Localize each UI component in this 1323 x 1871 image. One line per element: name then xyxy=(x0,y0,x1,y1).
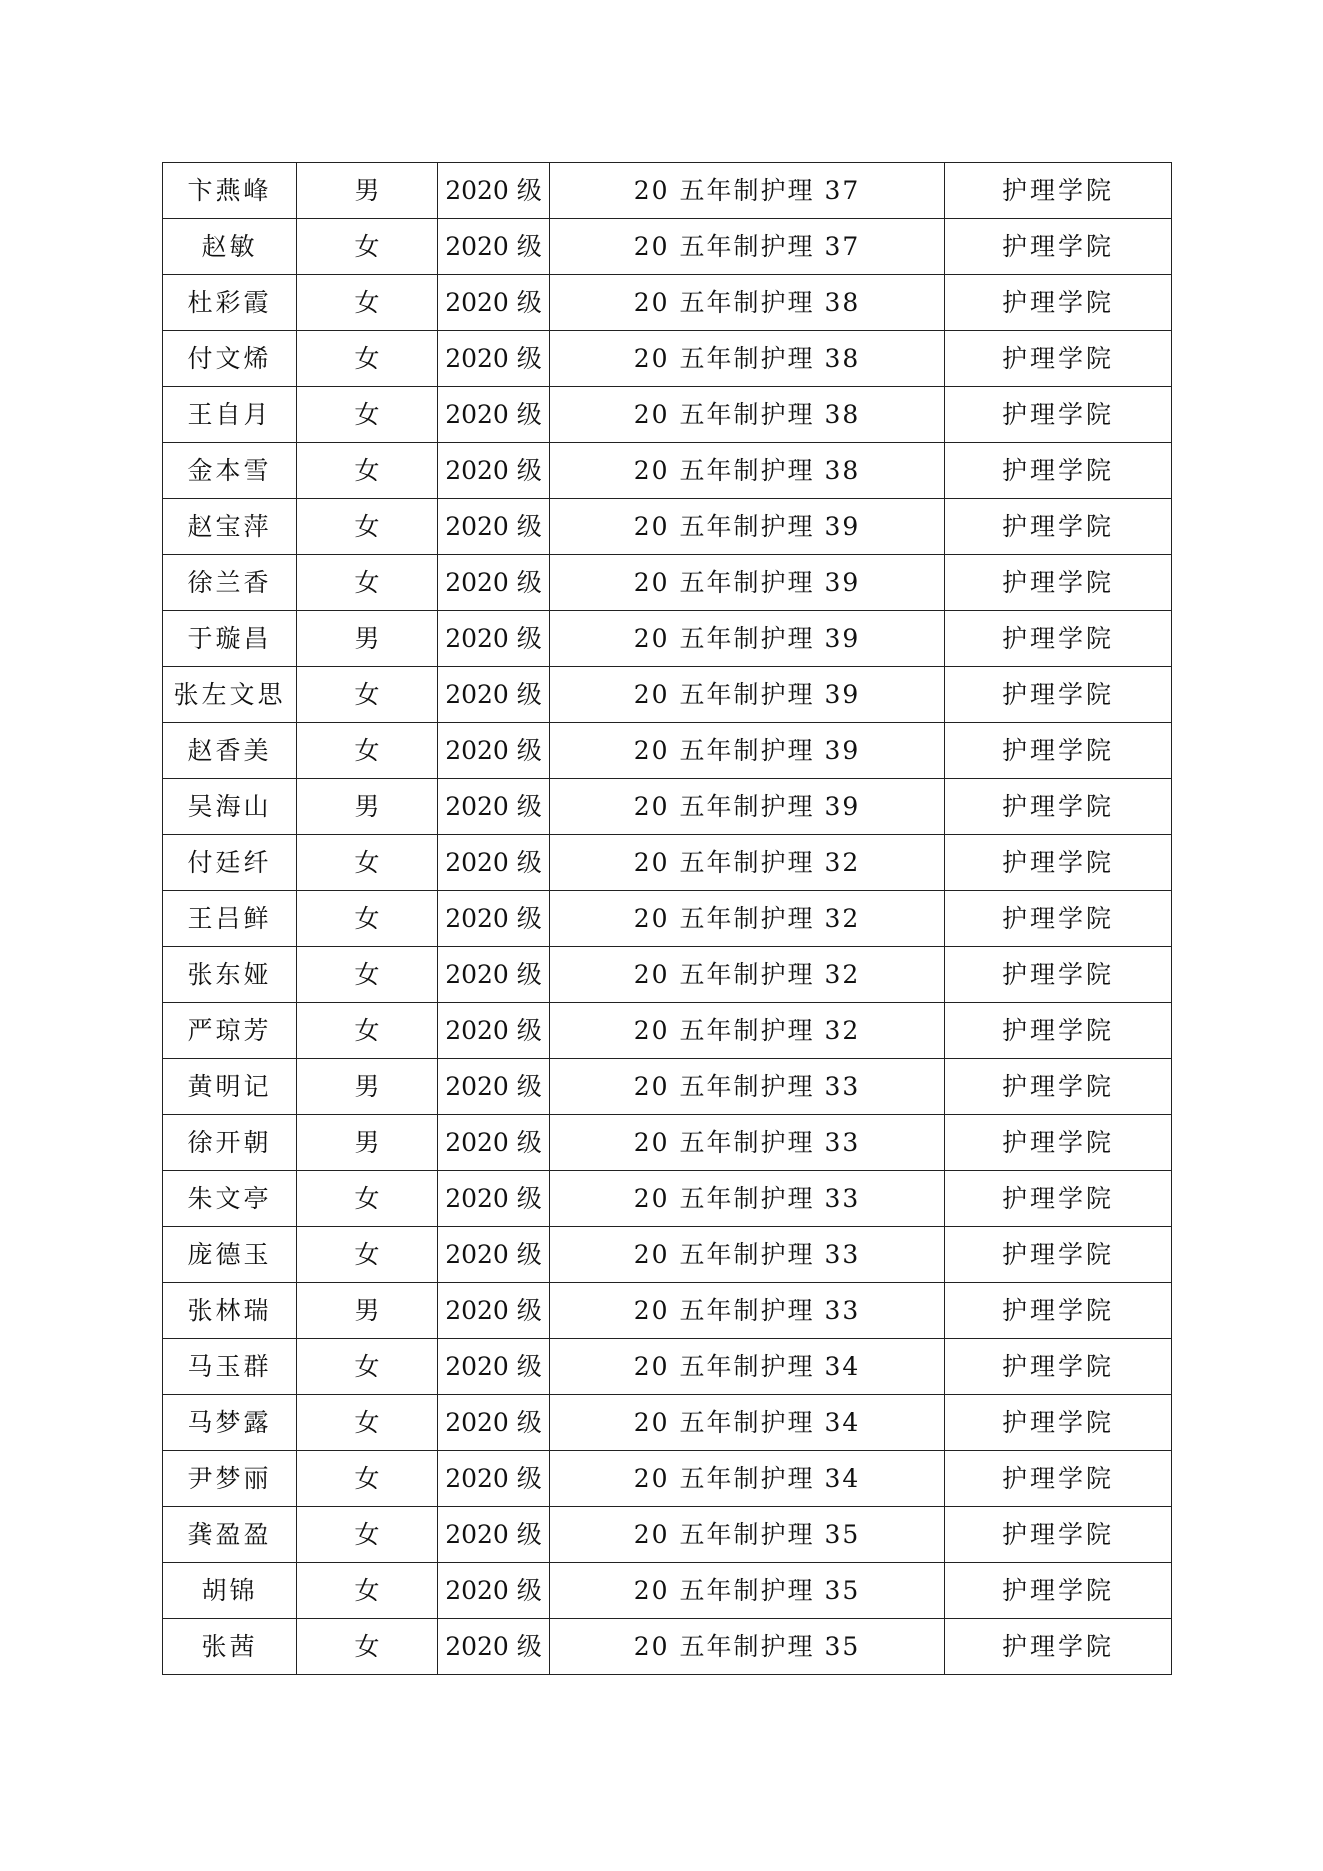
class-cell: 20 五年制护理 33 xyxy=(550,1059,945,1115)
gender-cell: 男 xyxy=(297,1283,438,1339)
class-cell: 20 五年制护理 34 xyxy=(550,1339,945,1395)
gender-cell: 女 xyxy=(297,219,438,275)
student-name-cell: 徐开朝 xyxy=(163,1115,297,1171)
class-cell: 20 五年制护理 32 xyxy=(550,1003,945,1059)
student-name-cell: 张林瑞 xyxy=(163,1283,297,1339)
college-cell: 护理学院 xyxy=(945,1451,1172,1507)
grade-cell: 2020 级 xyxy=(438,499,550,555)
gender-cell: 女 xyxy=(297,1619,438,1675)
grade-cell: 2020 级 xyxy=(438,1507,550,1563)
table-row xyxy=(163,667,1172,723)
student-name-cell: 徐兰香 xyxy=(163,555,297,611)
gender-cell: 女 xyxy=(297,1507,438,1563)
college-cell: 护理学院 xyxy=(945,1395,1172,1451)
class-cell: 20 五年制护理 33 xyxy=(550,1283,945,1339)
student-name-cell: 王自月 xyxy=(163,387,297,443)
student-name-cell: 龚盈盈 xyxy=(163,1507,297,1563)
class-cell: 20 五年制护理 38 xyxy=(550,331,945,387)
table-row xyxy=(163,219,1172,275)
college-cell: 护理学院 xyxy=(945,1339,1172,1395)
gender-cell: 女 xyxy=(297,275,438,331)
table-row xyxy=(163,891,1172,947)
gender-cell: 女 xyxy=(297,667,438,723)
college-cell: 护理学院 xyxy=(945,1115,1172,1171)
table-row xyxy=(163,1283,1172,1339)
grade-cell: 2020 级 xyxy=(438,387,550,443)
class-cell: 20 五年制护理 33 xyxy=(550,1171,945,1227)
college-cell: 护理学院 xyxy=(945,667,1172,723)
table-row xyxy=(163,835,1172,891)
table-row xyxy=(163,1227,1172,1283)
college-cell: 护理学院 xyxy=(945,947,1172,1003)
class-cell: 20 五年制护理 34 xyxy=(550,1451,945,1507)
student-name-cell: 杜彩霞 xyxy=(163,275,297,331)
table-row xyxy=(163,1395,1172,1451)
student-name-cell: 于璇昌 xyxy=(163,611,297,667)
grade-cell: 2020 级 xyxy=(438,331,550,387)
student-name-cell: 黄明记 xyxy=(163,1059,297,1115)
college-cell: 护理学院 xyxy=(945,387,1172,443)
college-cell: 护理学院 xyxy=(945,1227,1172,1283)
table-row xyxy=(163,611,1172,667)
table-row xyxy=(163,1171,1172,1227)
gender-cell: 男 xyxy=(297,1115,438,1171)
class-cell: 20 五年制护理 39 xyxy=(550,667,945,723)
student-name-cell: 卞燕峰 xyxy=(163,163,297,219)
roster-body xyxy=(163,163,1172,1675)
class-cell: 20 五年制护理 33 xyxy=(550,1115,945,1171)
table-row xyxy=(163,331,1172,387)
class-cell: 20 五年制护理 39 xyxy=(550,779,945,835)
table-row xyxy=(163,443,1172,499)
table-row xyxy=(163,1451,1172,1507)
class-cell: 20 五年制护理 38 xyxy=(550,443,945,499)
class-cell: 20 五年制护理 39 xyxy=(550,499,945,555)
student-name-cell: 朱文亭 xyxy=(163,1171,297,1227)
student-name-cell: 王吕鲜 xyxy=(163,891,297,947)
student-name-cell: 金本雪 xyxy=(163,443,297,499)
gender-cell: 女 xyxy=(297,947,438,1003)
gender-cell: 女 xyxy=(297,1003,438,1059)
class-cell: 20 五年制护理 33 xyxy=(550,1227,945,1283)
student-name-cell: 付文烯 xyxy=(163,331,297,387)
class-cell: 20 五年制护理 39 xyxy=(550,611,945,667)
student-name-cell: 马梦露 xyxy=(163,1395,297,1451)
grade-cell: 2020 级 xyxy=(438,443,550,499)
college-cell: 护理学院 xyxy=(945,779,1172,835)
table-row xyxy=(163,1003,1172,1059)
table-row xyxy=(163,555,1172,611)
grade-cell: 2020 级 xyxy=(438,723,550,779)
grade-cell: 2020 级 xyxy=(438,779,550,835)
gender-cell: 女 xyxy=(297,1395,438,1451)
table-row xyxy=(163,947,1172,1003)
grade-cell: 2020 级 xyxy=(438,835,550,891)
student-name-cell: 赵敏 xyxy=(163,219,297,275)
college-cell: 护理学院 xyxy=(945,443,1172,499)
class-cell: 20 五年制护理 35 xyxy=(550,1619,945,1675)
class-cell: 20 五年制护理 34 xyxy=(550,1395,945,1451)
student-name-cell: 尹梦丽 xyxy=(163,1451,297,1507)
table-row xyxy=(163,275,1172,331)
grade-cell: 2020 级 xyxy=(438,163,550,219)
grade-cell: 2020 级 xyxy=(438,1395,550,1451)
grade-cell: 2020 级 xyxy=(438,667,550,723)
grade-cell: 2020 级 xyxy=(438,1059,550,1115)
class-cell: 20 五年制护理 32 xyxy=(550,891,945,947)
college-cell: 护理学院 xyxy=(945,611,1172,667)
table-row xyxy=(163,387,1172,443)
student-name-cell: 胡锦 xyxy=(163,1563,297,1619)
table-row xyxy=(163,779,1172,835)
college-cell: 护理学院 xyxy=(945,555,1172,611)
college-cell: 护理学院 xyxy=(945,723,1172,779)
grade-cell: 2020 级 xyxy=(438,1283,550,1339)
college-cell: 护理学院 xyxy=(945,891,1172,947)
class-cell: 20 五年制护理 38 xyxy=(550,387,945,443)
grade-cell: 2020 级 xyxy=(438,1115,550,1171)
gender-cell: 女 xyxy=(297,1227,438,1283)
gender-cell: 男 xyxy=(297,611,438,667)
grade-cell: 2020 级 xyxy=(438,275,550,331)
gender-cell: 女 xyxy=(297,1171,438,1227)
gender-cell: 女 xyxy=(297,387,438,443)
grade-cell: 2020 级 xyxy=(438,219,550,275)
gender-cell: 男 xyxy=(297,163,438,219)
gender-cell: 女 xyxy=(297,835,438,891)
gender-cell: 男 xyxy=(297,779,438,835)
student-name-cell: 张左文思 xyxy=(163,667,297,723)
gender-cell: 女 xyxy=(297,1563,438,1619)
gender-cell: 女 xyxy=(297,555,438,611)
table-row xyxy=(163,163,1172,219)
gender-cell: 女 xyxy=(297,443,438,499)
student-name-cell: 张茜 xyxy=(163,1619,297,1675)
class-cell: 20 五年制护理 35 xyxy=(550,1563,945,1619)
gender-cell: 男 xyxy=(297,1059,438,1115)
student-name-cell: 庞德玉 xyxy=(163,1227,297,1283)
class-cell: 20 五年制护理 35 xyxy=(550,1507,945,1563)
table-row xyxy=(163,1059,1172,1115)
college-cell: 护理学院 xyxy=(945,275,1172,331)
college-cell: 护理学院 xyxy=(945,1059,1172,1115)
grade-cell: 2020 级 xyxy=(438,1003,550,1059)
grade-cell: 2020 级 xyxy=(438,1451,550,1507)
grade-cell: 2020 级 xyxy=(438,1339,550,1395)
student-name-cell: 吴海山 xyxy=(163,779,297,835)
student-roster-table xyxy=(162,162,1172,1675)
grade-cell: 2020 级 xyxy=(438,891,550,947)
grade-cell: 2020 级 xyxy=(438,1563,550,1619)
grade-cell: 2020 级 xyxy=(438,1227,550,1283)
student-name-cell: 赵宝萍 xyxy=(163,499,297,555)
college-cell: 护理学院 xyxy=(945,219,1172,275)
gender-cell: 女 xyxy=(297,1451,438,1507)
class-cell: 20 五年制护理 37 xyxy=(550,163,945,219)
table-row xyxy=(163,1115,1172,1171)
gender-cell: 女 xyxy=(297,1339,438,1395)
class-cell: 20 五年制护理 39 xyxy=(550,723,945,779)
grade-cell: 2020 级 xyxy=(438,1171,550,1227)
college-cell: 护理学院 xyxy=(945,1619,1172,1675)
college-cell: 护理学院 xyxy=(945,499,1172,555)
table-row xyxy=(163,1507,1172,1563)
gender-cell: 女 xyxy=(297,331,438,387)
class-cell: 20 五年制护理 37 xyxy=(550,219,945,275)
college-cell: 护理学院 xyxy=(945,1507,1172,1563)
class-cell: 20 五年制护理 32 xyxy=(550,947,945,1003)
table-row xyxy=(163,1563,1172,1619)
student-name-cell: 张东娅 xyxy=(163,947,297,1003)
student-name-cell: 付廷纤 xyxy=(163,835,297,891)
student-name-cell: 马玉群 xyxy=(163,1339,297,1395)
grade-cell: 2020 级 xyxy=(438,947,550,1003)
student-name-cell: 严琼芳 xyxy=(163,1003,297,1059)
grade-cell: 2020 级 xyxy=(438,555,550,611)
gender-cell: 女 xyxy=(297,723,438,779)
class-cell: 20 五年制护理 32 xyxy=(550,835,945,891)
gender-cell: 女 xyxy=(297,891,438,947)
college-cell: 护理学院 xyxy=(945,163,1172,219)
gender-cell: 女 xyxy=(297,499,438,555)
grade-cell: 2020 级 xyxy=(438,1619,550,1675)
college-cell: 护理学院 xyxy=(945,1003,1172,1059)
grade-cell: 2020 级 xyxy=(438,611,550,667)
table-row xyxy=(163,1339,1172,1395)
table-row xyxy=(163,1619,1172,1675)
student-name-cell: 赵香美 xyxy=(163,723,297,779)
class-cell: 20 五年制护理 38 xyxy=(550,275,945,331)
college-cell: 护理学院 xyxy=(945,1171,1172,1227)
college-cell: 护理学院 xyxy=(945,1283,1172,1339)
table-row xyxy=(163,499,1172,555)
college-cell: 护理学院 xyxy=(945,331,1172,387)
college-cell: 护理学院 xyxy=(945,835,1172,891)
table-row xyxy=(163,723,1172,779)
college-cell: 护理学院 xyxy=(945,1563,1172,1619)
class-cell: 20 五年制护理 39 xyxy=(550,555,945,611)
